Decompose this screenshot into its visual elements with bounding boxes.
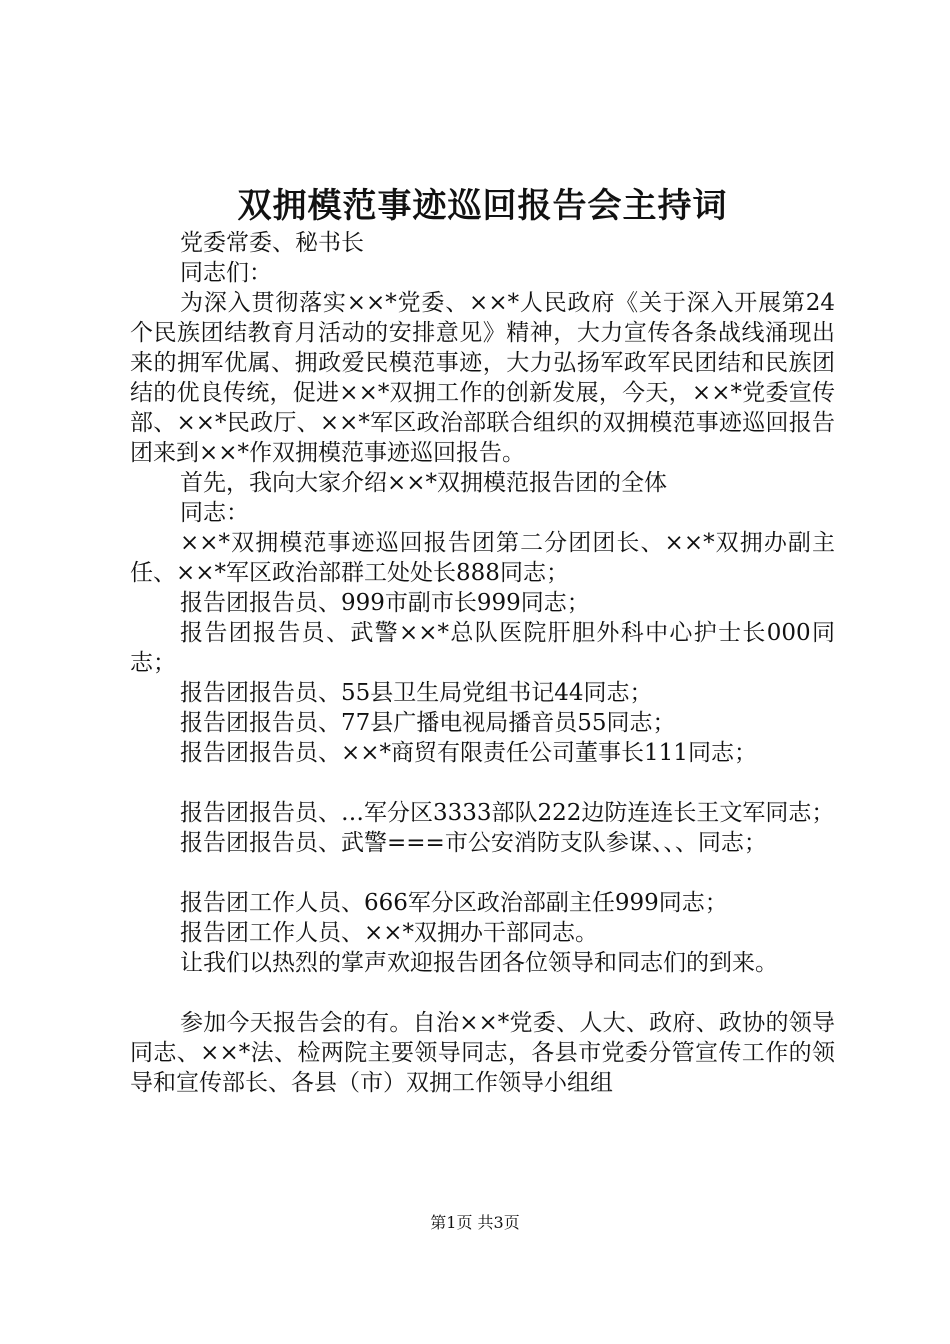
salutation-line-1: 党委常委、秘书长: [180, 230, 364, 256]
member-item: 报告团报告员、999市副市长999同志；: [180, 590, 590, 616]
member-item: 报告团报告员、××*商贸有限责任公司董事长111同志；: [180, 740, 757, 766]
member-item: 报告团报告员、77县广播电视局播音员55同志；: [180, 710, 676, 736]
paragraph-intro: 为深入贯彻落实××*党委、××*人民政府《关于深入开展第24个民族团结教育月活动的安排意见》精神，大力宣传各条战线涌现出来的拥军优属、拥政爱民模范事迹，大力弘扬军政军民团结和民族团结的优良传统，促进××*双拥工作的创新发展，今天，××*党委宣传部、××*民政厅、××*军区政治部联合组织的双拥模范事迹巡回报告团来到××*作双拥模范事迹巡回报告。: [130, 290, 835, 466]
blank-line: [130, 978, 835, 1008]
document-title: 双拥模范事迹巡回报告会主持词: [237, 186, 728, 226]
member-item: ××*双拥模范事迹巡回报告团第二分团团长、××*双拥办副主任、××*军区政治部群工处处长888同志；: [130, 530, 835, 586]
staff-item: 报告团工作人员、××*双拥办干部同志。: [180, 920, 599, 946]
member-item: 报告团报告员、55县卫生局党组书记44同志；: [180, 680, 653, 706]
blank-line: [130, 768, 835, 798]
staff-item: 报告团工作人员、666军分区政治部副主任999同志；: [180, 890, 728, 916]
paragraph-comrades: 同志：: [180, 500, 249, 526]
document-page: [130, 180, 835, 1098]
paragraph-introduce: 首先，我向大家介绍××*双拥模范报告团的全体: [180, 470, 668, 496]
document-body: [130, 228, 835, 1098]
salutation-line-2: 同志们：: [180, 260, 272, 286]
paragraph-welcome: 让我们以热烈的掌声欢迎报告团各位领导和同志们的到来。: [180, 950, 778, 976]
member-item: 报告团报告员、…军分区3333部队222边防连连长王文军同志；: [180, 800, 835, 826]
page-number: 第1页 共3页: [430, 1213, 520, 1232]
member-item: 报告团报告员、武警===市公安消防支队参谋、、、同志；: [180, 830, 767, 856]
blank-line: [130, 858, 835, 888]
paragraph-attendees: 参加今天报告会的有。自治××*党委、人大、政府、政协的领导同志、××*法、检两院主要领导同志，各县市党委分管宣传工作的领导和宣传部长、各县（市）双拥工作领导小组组: [130, 1010, 835, 1096]
member-item: 报告团报告员、武警××*总队医院肝胆外科中心护士长000同志；: [130, 620, 835, 676]
